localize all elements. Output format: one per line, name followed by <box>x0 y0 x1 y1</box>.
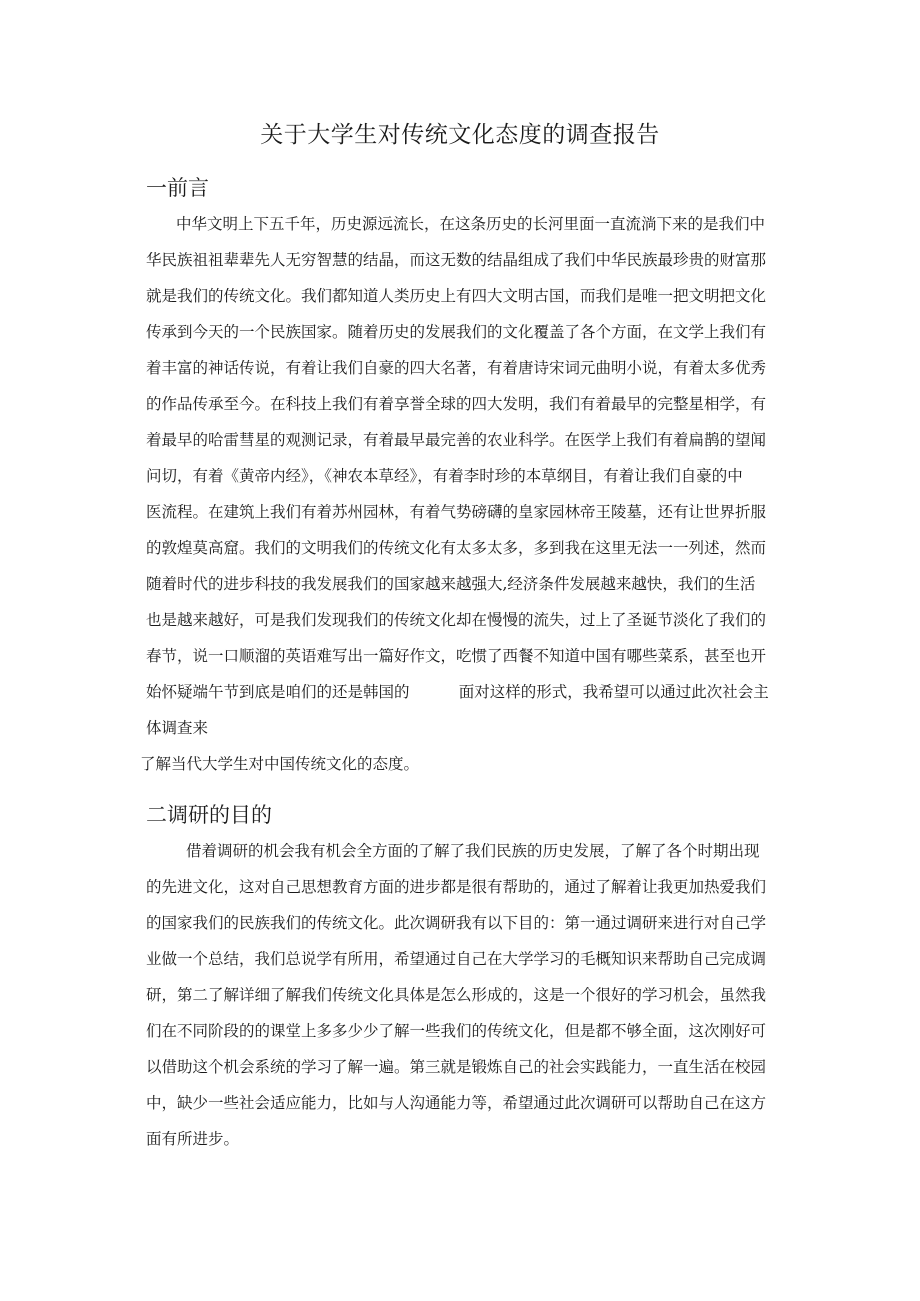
paragraph-line: 们在不同阶段的的课堂上多多少少了解一些我们的传统文化，但是都不够全面，这次刚好可 <box>146 1022 767 1040</box>
document-title: 关于大学生对传统文化态度的调查报告 <box>260 122 660 148</box>
paragraph-line: 着丰富的神话传说，有着让我们自豪的四大名著，有着唐诗宋词元曲明小说，有着太多优秀 <box>146 359 767 377</box>
section-body-purpose <box>146 833 766 1157</box>
paragraph-line: 业做一个总结，我们总说学有所用，希望通过自己在大学学习的毛概知识来帮助自己完成调 <box>146 950 767 968</box>
paragraph-line: 也是越来越好，可是我们发现我们的传统文化却在慢慢的流失，过上了圣诞节淡化了我们的 <box>146 611 767 629</box>
paragraph-line: 中华文明上下五千年，历史源远流长，在这条历史的长河里面一直流淌下来的是我们中 <box>176 215 766 233</box>
paragraph-line: 中，缺少一些社会适应能力，比如与人沟通能力等，希望通过此次调研可以帮助自己在这方 <box>146 1094 767 1112</box>
section-heading-purpose: 二调研的目的 <box>146 803 272 827</box>
paragraph-line: 传承到今天的一个民族国家。随着历史的发展我们的文化覆盖了各个方面，在文学上我们有 <box>146 323 767 341</box>
paragraph-line: 问切，有着《黄帝内经》，《神农本草经》，有着李时珍的本草纲目，有着让我们自豪的中 <box>146 467 743 485</box>
paragraph-line: 的敦煌莫高窟。我们的文明我们的传统文化有太多太多，多到我在这里无法一一列述，然而 <box>146 539 767 557</box>
paragraph-line: 就是我们的传统文化。我们都知道人类历史上有四大文明古国，而我们是唯一把文明把文化 <box>146 287 767 305</box>
paragraph-line: 了解当代大学生对中国传统文化的态度。 <box>140 755 420 773</box>
paragraph-line: 随着时代的进步科技的我发展我们的国家越来越强大,经济条件发展越来越快，我们的生活 <box>146 575 756 593</box>
paragraph-line: 的先进文化，这对自己思想教育方面的进步都是很有帮助的，通过了解着让我更加热爱我们 <box>146 878 767 896</box>
paragraph-line: 的国家我们的民族我们的传统文化。此次调研我有以下目的：第一通过调研来进行对自己学 <box>146 914 767 932</box>
paragraph-line: 医流程。在建筑上我们有着苏州园林，有着气势磅礴的皇家园林帝王陵墓，还有让世界折服 <box>146 503 767 521</box>
paragraph-line: 以借助这个机会系统的学习了解一遍。第三就是锻炼自己的社会实践能力，一直生活在校园 <box>146 1058 767 1076</box>
paragraph-line: 春节，说一口顺溜的英语难写出一篇好作文，吃惯了西餐不知道中国有哪些菜系，甚至也开 <box>146 647 767 665</box>
paragraph-line: 的作品传承至今。在科技上我们有着享誉全球的四大发明，我们有着最早的完整星相学，有 <box>146 395 767 413</box>
paragraph-line: 借着调研的机会我有机会全方面的了解了我们民族的历史发展，了解了各个时期出现 <box>186 842 760 860</box>
paragraph-line: 研，第二了解详细了解我们传统文化具体是怎么形成的，这是一个很好的学习机会，虽然我 <box>146 986 767 1004</box>
paragraph-line: 华民族祖祖辈辈先人无穷智慧的结晶，而这无数的结晶组成了我们中华民族最珍贵的财富那 <box>146 251 767 269</box>
paragraph-line: 始怀疑端午节到底是咱们的还是韩国的 面对这样的形式，我希望可以通过此次社会主 <box>146 683 769 701</box>
paragraph-line: 体调查来 <box>146 719 209 737</box>
paragraph-line: 面有所进步。 <box>146 1130 240 1148</box>
section-heading-preface: 一前言 <box>146 176 209 200</box>
paragraph-line: 着最早的哈雷彗星的观测记录，有着最早最完善的农业科学。在医学上我们有着扁鹊的望闻 <box>146 431 767 449</box>
section-body-preface <box>140 206 769 782</box>
